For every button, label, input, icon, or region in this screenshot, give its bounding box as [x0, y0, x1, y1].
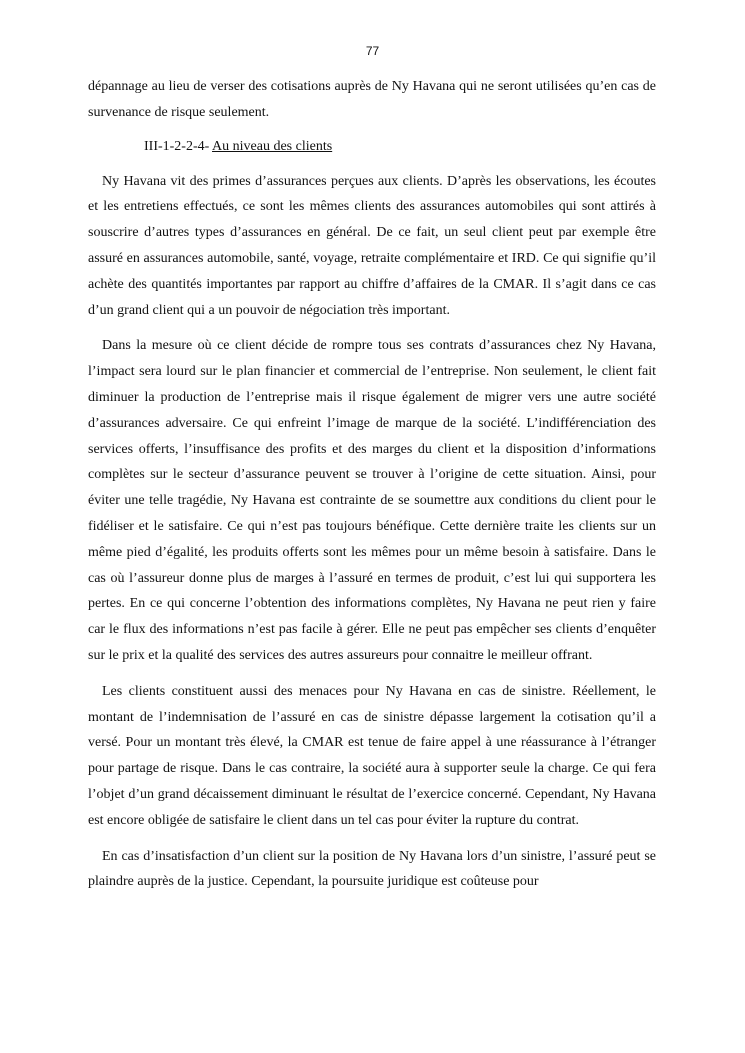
paragraph-continuation: dépannage au lieu de verser des cotisations auprès de Ny Havana qui ne seront utilisées qu’en cas de survenance de risque seulement.: [88, 79, 656, 120]
section-code: III-1-2-2-4-: [144, 138, 210, 154]
paragraph: En cas d’insatisfaction d’un client sur la position de Ny Havana lors d’un sinistre, l’assuré peut se plaindre auprès de la justice. Cependant, la poursuite juridique est coûteuse pour: [88, 848, 656, 890]
section-title: Au niveau des clients: [212, 138, 333, 154]
paragraph: Les clients constituent aussi des menaces pour Ny Havana en cas de sinistre. Réellement, le montant de l’indemnisation de l’assuré en cas de sinistre dépasse largement la cotisation qu’il a versé. Pour un montant très élevé, la CMAR est tenue de faire appel à une réassurance à l’étranger pour partage de risque. Dans le cas contraire, la société aura à supporter seule la charge. Ce qui fera l’objet d’un grand décaissement diminuant le résultat de l’exercice concerné. Cependant, Ny Havana est encore obligée de satisfaire le client dans un tel cas pour éviter la rupture du contrat.: [88, 683, 656, 828]
paragraph: Dans la mesure où ce client décide de rompre tous ses contrats d’assurances chez Ny Havana, l’impact sera lourd sur le plan financier et commercial de l’entreprise. Non seulement, le client fait diminuer la production de l’entreprise mais il risque également de migrer vers une autre société d’assurances adversaire. Ce qui enfreint l’image de marque de la société. L’indifférenciation des services offerts, l’insuffisance des profits et des marges du client et la disposition d’informations complètes sur le secteur d’assurance peuvent se trouver à l’origine de cette situation. Ainsi, pour éviter une telle tragédie, Ny Havana est contrainte de se soumettre aux conditions du client pour le fidéliser et le satisfaire. Ce qui n’est pas toujours bénéfique. Cette dernière traite les clients sur un même pied d’égalité, les produits offerts sont les mêmes pour un même besoin à satisfaire. Dans le cas où l’assureur donne plus de marges à l’assuré en termes de produit, c’est lui qui supportera les pertes. En ce qui concerne l’obtention des informations complètes, Ny Havana ne peut rien y faire car le flux des informations n’est pas facile à gérer. Elle ne peut pas empêcher ses clients d’enquêter sur le prix et la qualité des services des autres assureurs pour connaitre le meilleur offrant.: [88, 338, 656, 663]
page-number: 77: [365, 44, 380, 58]
section-heading: [144, 136, 656, 158]
paragraph: Ny Havana vit des primes d’assurances perçues aux clients. D’après les observations, les écoutes et les entretiens effectués, ce sont les mêmes clients des assurances automobiles qui sont attirés à souscrire d’autres types d’assurances en général. De ce fait, un seul client peut par exemple être assuré en assurances automobile, santé, voyage, retraite complémentaire et IRD. Ce qui signifie qu’il achète des quantités importantes par rapport au chiffre d’affaires de la CMAR. Il s’agit dans ce cas d’un grand client qui a un pouvoir de négociation très important.: [88, 173, 656, 318]
page-content: [88, 74, 656, 905]
